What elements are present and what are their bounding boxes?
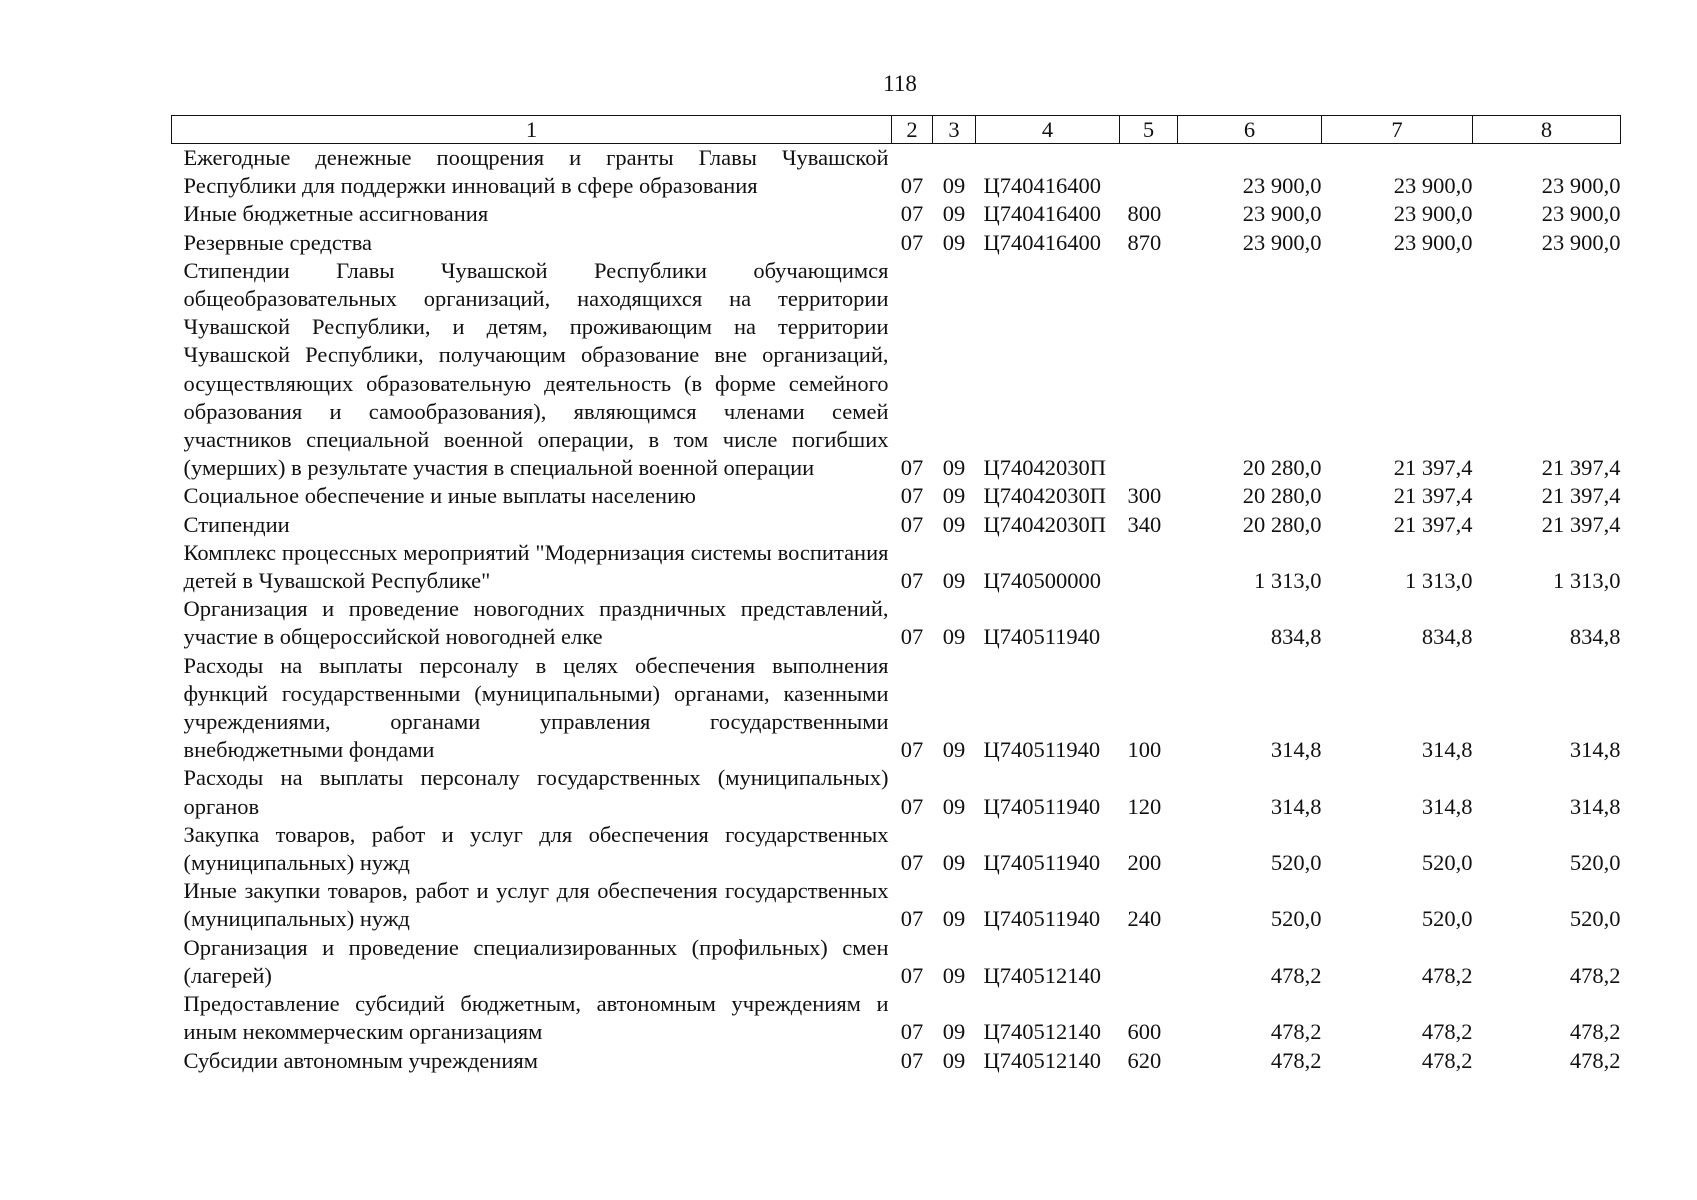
header-col-year-2: 7 [1322,116,1473,144]
header-row [172,116,1621,144]
table-body [172,144,1621,1075]
row-subsection: 09 [942,737,966,763]
row-amount-year-2: 21 397,4 [1393,511,1473,537]
row-name: Субсидии автономным учреждениям [183,1047,538,1073]
row-amount-year-3: 314,8 [1569,793,1621,819]
row-subsection: 09 [942,1047,966,1073]
row-name: Стипендии Главы Чувашской Республики обучающимся общеобразовательных организаций, находящихся на территории Чувашской Республики, и детям, проживающим на территории Чувашской Республики, получающим образование вне организаций, осуществляющих образовательную деятельность (в форме семейного образования и самообразования), являющимся членами семей участников специальной военной операции, в том числе погибших (умерших) в результате участия в специальной военной операции [183,257,889,481]
header-col-year-3: 8 [1473,116,1621,144]
table-row [172,652,1621,765]
row-amount-year-3: 834,8 [1569,624,1621,650]
row-amount-year-1: 23 900,0 [1242,173,1322,199]
row-target-article: Ц74042030П [983,455,1106,481]
row-target-article: Ц740512140 [983,962,1101,988]
header-col-section: 2 [892,116,933,144]
table-row [172,934,1621,990]
row-section: 07 [900,962,924,988]
page-number: 118 [883,71,917,96]
table-row [172,764,1621,820]
row-subsection: 09 [942,201,966,227]
row-expense-type: 120 [1127,793,1162,819]
row-amount-year-2: 314,8 [1421,793,1473,819]
row-target-article: Ц740416400 [983,201,1101,227]
row-subsection: 09 [942,906,966,932]
row-amount-year-3: 23 900,0 [1541,173,1621,199]
row-subsection: 09 [942,229,966,255]
table-row [172,595,1621,651]
row-amount-year-3: 520,0 [1569,850,1621,876]
row-amount-year-1: 1 313,0 [1254,568,1322,594]
row-name: Расходы на выплаты персоналу государственных (муниципальных) органов [183,765,889,819]
row-section: 07 [900,568,924,594]
row-target-article: Ц74042030П [983,511,1106,537]
table-row [172,1047,1621,1075]
row-target-article: Ц740511940 [983,624,1101,650]
row-amount-year-1: 20 280,0 [1242,483,1322,509]
row-expense-type [1120,144,1178,201]
row-section: 07 [900,850,924,876]
row-amount-year-1: 478,2 [1270,1047,1322,1073]
row-section: 07 [900,793,924,819]
row-amount-year-3: 478,2 [1569,1019,1621,1045]
row-name: Организация и проведение новогодних праздничных представлений, участие в общероссийской новогодней елке [183,596,889,650]
row-amount-year-2: 520,0 [1421,850,1473,876]
row-name: Ежегодные денежные поощрения и гранты Главы Чувашской Республики для поддержки инноваций в сфере образования [183,145,889,199]
row-section: 07 [900,455,924,481]
row-amount-year-3: 314,8 [1569,737,1621,763]
row-name: Комплекс процессных мероприятий "Модернизация системы воспитания детей в Чувашской Республике" [183,539,889,594]
row-section: 07 [900,624,924,650]
row-amount-year-3: 21 397,4 [1541,511,1621,537]
row-section: 07 [900,737,924,763]
row-section: 07 [900,511,924,537]
row-amount-year-1: 314,8 [1270,737,1322,763]
header-col-target-article: 4 [976,116,1120,144]
header-col-subsection: 3 [933,116,976,144]
row-amount-year-3: 1 313,0 [1553,568,1621,594]
row-expense-type: 300 [1127,483,1162,509]
row-name: Резервные средства [183,229,373,255]
header-col-year-1: 6 [1178,116,1322,144]
row-name: Социальное обеспечение и иные выплаты населению [183,483,696,509]
row-expense-type [1120,595,1178,651]
row-expense-type: 100 [1127,737,1162,763]
row-section: 07 [900,173,924,199]
row-target-article: Ц740511940 [983,737,1101,763]
row-subsection: 09 [942,850,966,876]
row-amount-year-1: 478,2 [1270,962,1322,988]
table-row [172,482,1621,510]
row-expense-type: 600 [1127,1019,1162,1045]
row-name: Предоставление субсидий бюджетным, автономным учреждениям и иным некоммерческим организациям [183,991,889,1045]
table-row [172,877,1621,933]
row-amount-year-3: 21 397,4 [1541,455,1621,481]
header-col-name: 1 [172,116,892,144]
row-subsection: 09 [942,962,966,988]
row-target-article: Ц740511940 [983,906,1101,932]
row-subsection: 09 [942,173,966,199]
row-amount-year-2: 23 900,0 [1393,229,1473,255]
row-name: Организация и проведение специализированных (профильных) смен (лагерей) [183,934,889,988]
row-amount-year-2: 314,8 [1421,737,1473,763]
row-subsection: 09 [942,483,966,509]
table-row [172,257,1621,483]
row-amount-year-3: 478,2 [1569,962,1621,988]
row-subsection: 09 [942,511,966,537]
row-section: 07 [900,229,924,255]
row-name: Стипендии [183,511,290,537]
row-expense-type: 870 [1127,229,1162,255]
table-row [172,200,1621,228]
row-expense-type [1120,257,1178,483]
row-amount-year-1: 520,0 [1270,850,1322,876]
row-expense-type: 800 [1127,201,1162,227]
row-amount-year-2: 478,2 [1421,1019,1473,1045]
row-target-article: Ц740416400 [983,229,1101,255]
row-name: Иные бюджетные ассигнования [183,201,489,227]
row-expense-type [1120,539,1178,595]
row-amount-year-3: 520,0 [1569,906,1621,932]
row-subsection: 09 [942,1019,966,1045]
row-target-article: Ц740416400 [983,173,1101,199]
row-amount-year-1: 23 900,0 [1242,229,1322,255]
row-amount-year-3: 23 900,0 [1541,201,1621,227]
row-amount-year-1: 520,0 [1270,906,1322,932]
row-expense-type [1120,934,1178,990]
row-amount-year-2: 23 900,0 [1393,201,1473,227]
row-amount-year-1: 834,8 [1270,624,1322,650]
row-target-article: Ц74042030П [983,483,1106,509]
budget-table [171,115,1621,1075]
row-amount-year-2: 834,8 [1421,624,1473,650]
row-target-article: Ц740512140 [983,1019,1101,1045]
row-amount-year-1: 20 280,0 [1242,511,1322,537]
row-section: 07 [900,1019,924,1045]
row-target-article: Ц740512140 [983,1047,1101,1073]
row-amount-year-2: 23 900,0 [1393,173,1473,199]
row-amount-year-1: 478,2 [1270,1019,1322,1045]
row-expense-type: 620 [1127,1047,1162,1073]
row-section: 07 [900,483,924,509]
row-expense-type: 340 [1127,511,1162,537]
row-amount-year-1: 20 280,0 [1242,455,1322,481]
row-amount-year-2: 520,0 [1421,906,1473,932]
row-expense-type: 240 [1127,906,1162,932]
row-subsection: 09 [942,568,966,594]
row-amount-year-2: 21 397,4 [1393,455,1473,481]
header-col-expense-type: 5 [1120,116,1178,144]
row-target-article: Ц740511940 [983,793,1101,819]
table-header [172,116,1621,144]
row-amount-year-1: 314,8 [1270,793,1322,819]
row-name: Иные закупки товаров, работ и услуг для обеспечения государственных (муниципальных) нужд [183,878,889,932]
row-amount-year-2: 21 397,4 [1393,483,1473,509]
row-subsection: 09 [942,793,966,819]
row-name: Закупка товаров, работ и услуг для обеспечения государственных (муниципальных) нужд [183,821,889,876]
row-amount-year-3: 23 900,0 [1541,229,1621,255]
row-amount-year-3: 21 397,4 [1541,483,1621,509]
row-amount-year-2: 478,2 [1421,962,1473,988]
row-target-article: Ц740511940 [983,850,1101,876]
table-row [172,990,1621,1046]
row-amount-year-2: 1 313,0 [1405,568,1473,594]
row-section: 07 [900,201,924,227]
row-expense-type: 200 [1127,850,1162,876]
row-target-article: Ц740500000 [983,568,1101,594]
table-row [172,144,1621,201]
row-subsection: 09 [942,624,966,650]
row-amount-year-1: 23 900,0 [1242,201,1322,227]
table-row [172,229,1621,257]
row-section: 07 [900,1047,924,1073]
row-section: 07 [900,906,924,932]
row-name: Расходы на выплаты персоналу в целях обеспечения выполнения функций государственными (муниципальными) органами, казенными учреждениями, органами управления государственными внебюджетными фондами [183,652,889,763]
table-row [172,539,1621,595]
table-row [172,511,1621,539]
row-subsection: 09 [942,455,966,481]
row-amount-year-3: 478,2 [1569,1047,1621,1073]
row-amount-year-2: 478,2 [1421,1047,1473,1073]
table-row [172,821,1621,877]
